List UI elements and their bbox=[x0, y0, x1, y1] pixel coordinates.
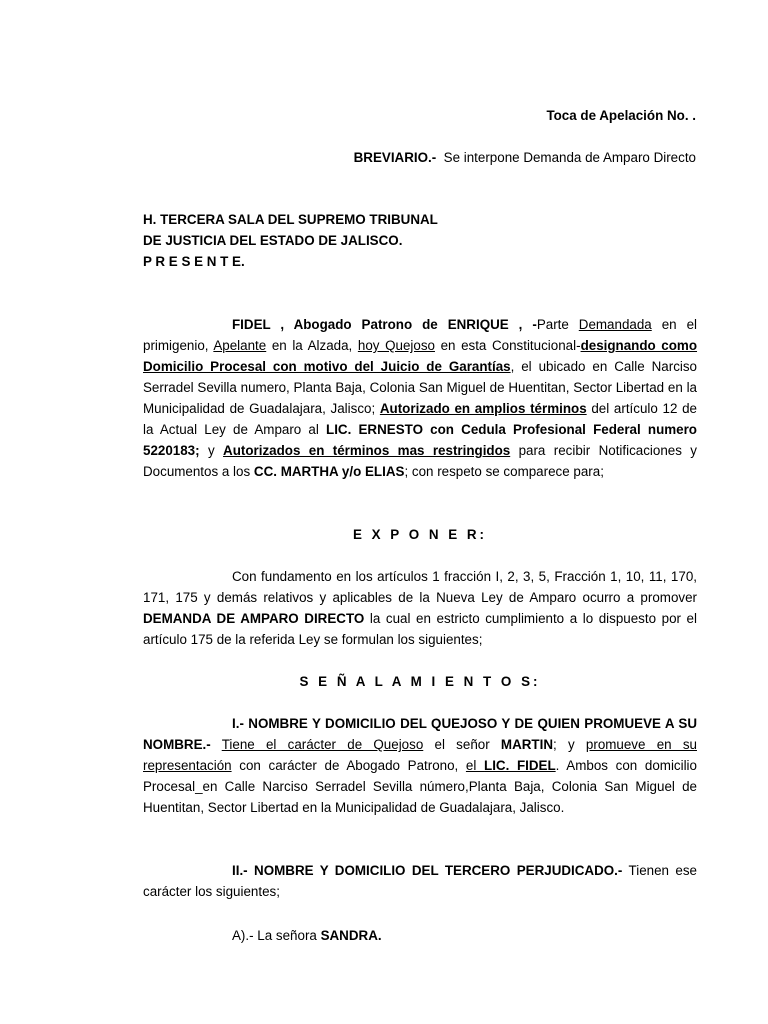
addressee-line-3: P R E S E N T E. bbox=[143, 254, 245, 269]
addressee-line-2: DE JUSTICIA DEL ESTADO DE JALISCO. bbox=[143, 233, 403, 248]
intro-paragraph: FIDEL , Abogado Patrono de ENRIQUE , -Parte Demandada en el primigenio, Apelante en la Alzada, hoy Quejoso en esta Constitucional-designando como Domicilio Procesal con motivo del Juicio de Garantías, el ubicado en Calle Narciso Serradel Sevilla numero, Planta Baja, Colonia San Miguel de Huentitan, Sector Libertad en la Municipalidad de Guadalajara, Jalisco; Autorizado en amplios términos del artículo 12 de la Actual Ley de Amparo al LIC. ERNESTO con Cedula Profesional Federal numero 5220183; y Autorizados en términos mas restringidos para recibir Notificaciones y Documentos a los CC. MARTHA y/o ELIAS; con respeto se comparece para; bbox=[143, 317, 698, 479]
exponer-heading: E X P O N E R: bbox=[352, 527, 488, 542]
section-2-paragraph: II.- NOMBRE Y DOMICILIO DEL TERCERO PERJUDICADO.- Tienen ese carácter los siguientes; bbox=[143, 863, 697, 899]
senalamientos-heading: S E Ñ A L A M I E N T O S: bbox=[299, 674, 541, 689]
toca-number: Toca de Apelación No. . bbox=[546, 108, 696, 123]
item-a: A).- La señora SANDRA. bbox=[232, 928, 382, 943]
addressee-line-1: H. TERCERA SALA DEL SUPREMO TRIBUNAL bbox=[143, 212, 438, 227]
breviario-label: BREVIARIO.- bbox=[353, 150, 437, 165]
fundamento-paragraph: Con fundamento en los artículos 1 fracción I, 2, 3, 5, Fracción 1, 10, 11, 170, 171, 175 y demás relativos y aplicables de la Nueva Ley de Amparo ocurro a promover DEMANDA DE AMPARO DIRECTO la cual en estricto cumplimiento a lo dispuesto por el artículo 175 de la referida Ley se formulan los siguientes; bbox=[143, 569, 697, 647]
section-1-paragraph: I.- NOMBRE Y DOMICILIO DEL QUEJOSO Y DE QUIEN PROMUEVE A SU NOMBRE.- Tiene el carácter de Quejoso el señor MARTIN; y promueve en su representación con carácter de Abogado Patrono, el LIC. FIDEL. Ambos con domicilio Procesal_en Calle Narciso Serradel Sevilla número,Planta Baja, Colonia San Miguel de Huentitan, Sector Libertad en la Municipalidad de Guadalajara, Jalisco. bbox=[143, 716, 697, 815]
breviario-text: Se interpone Demanda de Amparo Directo bbox=[443, 150, 696, 165]
breviario bbox=[354, 147, 696, 168]
